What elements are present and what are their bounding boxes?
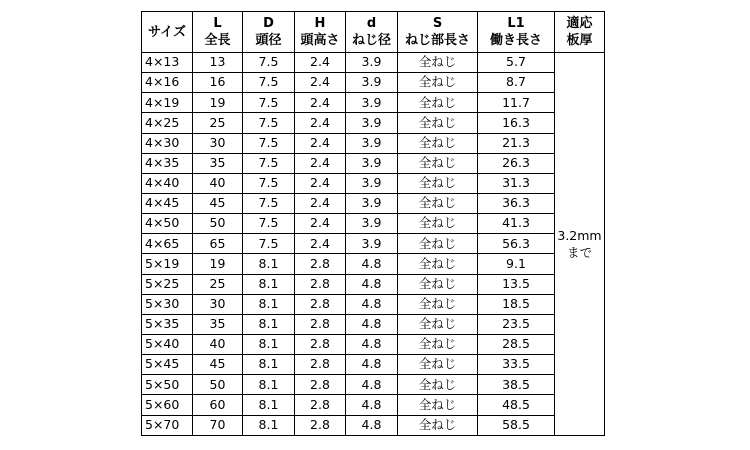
thread-length-cell: 全ねじ bbox=[398, 334, 478, 354]
working-length-cell: 28.5 bbox=[478, 334, 555, 354]
head-diameter-cell: 7.5 bbox=[243, 214, 295, 234]
head-height-cell: 2.8 bbox=[295, 355, 346, 375]
length-cell: 25 bbox=[193, 113, 243, 133]
size-cell: 4×13 bbox=[142, 53, 193, 73]
thread-diameter-cell: 3.9 bbox=[346, 173, 398, 193]
header-head-height: H 頭高さ bbox=[295, 12, 346, 53]
header-thread-length: S ねじ部長さ bbox=[398, 12, 478, 53]
thread-diameter-cell: 3.9 bbox=[346, 153, 398, 173]
table-body bbox=[142, 53, 605, 436]
working-length-cell: 9.1 bbox=[478, 254, 555, 274]
length-cell: 40 bbox=[193, 334, 243, 354]
size-cell: 5×45 bbox=[142, 355, 193, 375]
head-diameter-cell: 7.5 bbox=[243, 113, 295, 133]
length-cell: 65 bbox=[193, 234, 243, 254]
working-length-cell: 31.3 bbox=[478, 173, 555, 193]
table-row bbox=[142, 274, 605, 294]
head-diameter-cell: 8.1 bbox=[243, 395, 295, 415]
plate-thickness-cell bbox=[555, 53, 605, 436]
table-row bbox=[142, 113, 605, 133]
thread-diameter-cell: 4.8 bbox=[346, 355, 398, 375]
thread-diameter-cell: 4.8 bbox=[346, 334, 398, 354]
size-cell: 4×35 bbox=[142, 153, 193, 173]
head-diameter-cell: 7.5 bbox=[243, 234, 295, 254]
size-cell: 5×60 bbox=[142, 395, 193, 415]
size-cell: 4×25 bbox=[142, 113, 193, 133]
plate-thickness-suffix: まで bbox=[566, 244, 592, 260]
head-height-cell: 2.8 bbox=[295, 375, 346, 395]
size-cell: 4×30 bbox=[142, 133, 193, 153]
length-cell: 19 bbox=[193, 254, 243, 274]
table-row bbox=[142, 173, 605, 193]
working-length-cell: 38.5 bbox=[478, 375, 555, 395]
thread-length-cell: 全ねじ bbox=[398, 173, 478, 193]
table-row bbox=[142, 133, 605, 153]
thread-diameter-cell: 3.9 bbox=[346, 193, 398, 213]
length-cell: 30 bbox=[193, 294, 243, 314]
head-height-cell: 2.8 bbox=[295, 314, 346, 334]
header-size: サイズ bbox=[142, 12, 193, 53]
size-cell: 5×35 bbox=[142, 314, 193, 334]
head-diameter-cell: 8.1 bbox=[243, 274, 295, 294]
head-height-cell: 2.8 bbox=[295, 415, 346, 435]
head-height-cell: 2.8 bbox=[295, 274, 346, 294]
size-cell: 5×30 bbox=[142, 294, 193, 314]
table-row bbox=[142, 415, 605, 435]
table-row bbox=[142, 193, 605, 213]
head-diameter-cell: 7.5 bbox=[243, 193, 295, 213]
thread-diameter-cell: 4.8 bbox=[346, 314, 398, 334]
size-cell: 5×19 bbox=[142, 254, 193, 274]
size-cell: 5×70 bbox=[142, 415, 193, 435]
header-working-length: L1 働き長さ bbox=[478, 12, 555, 53]
table-row bbox=[142, 254, 605, 274]
table-row bbox=[142, 73, 605, 93]
working-length-cell: 5.7 bbox=[478, 53, 555, 73]
table-row bbox=[142, 294, 605, 314]
table-row bbox=[142, 214, 605, 234]
table-row bbox=[142, 314, 605, 334]
thread-diameter-cell: 3.9 bbox=[346, 133, 398, 153]
thread-length-cell: 全ねじ bbox=[398, 355, 478, 375]
length-cell: 30 bbox=[193, 133, 243, 153]
working-length-cell: 23.5 bbox=[478, 314, 555, 334]
plate-thickness-value: 3.2mm bbox=[557, 227, 602, 243]
length-cell: 60 bbox=[193, 395, 243, 415]
table-row bbox=[142, 53, 605, 73]
thread-diameter-cell: 4.8 bbox=[346, 375, 398, 395]
thread-length-cell: 全ねじ bbox=[398, 153, 478, 173]
head-diameter-cell: 7.5 bbox=[243, 133, 295, 153]
length-cell: 35 bbox=[193, 153, 243, 173]
head-diameter-cell: 7.5 bbox=[243, 173, 295, 193]
size-cell: 4×19 bbox=[142, 93, 193, 113]
size-cell: 4×40 bbox=[142, 173, 193, 193]
size-cell: 4×16 bbox=[142, 73, 193, 93]
working-length-cell: 58.5 bbox=[478, 415, 555, 435]
head-height-cell: 2.4 bbox=[295, 133, 346, 153]
thread-length-cell: 全ねじ bbox=[398, 214, 478, 234]
head-height-cell: 2.4 bbox=[295, 193, 346, 213]
header-thread-diameter: d ねじ径 bbox=[346, 12, 398, 53]
length-cell: 45 bbox=[193, 355, 243, 375]
thread-diameter-cell: 4.8 bbox=[346, 395, 398, 415]
working-length-cell: 8.7 bbox=[478, 73, 555, 93]
head-diameter-cell: 8.1 bbox=[243, 355, 295, 375]
head-height-cell: 2.4 bbox=[295, 53, 346, 73]
thread-length-cell: 全ねじ bbox=[398, 133, 478, 153]
header-length: L 全長 bbox=[193, 12, 243, 53]
table-header bbox=[142, 12, 605, 53]
thread-diameter-cell: 3.9 bbox=[346, 93, 398, 113]
thread-length-cell: 全ねじ bbox=[398, 415, 478, 435]
length-cell: 40 bbox=[193, 173, 243, 193]
thread-length-cell: 全ねじ bbox=[398, 53, 478, 73]
thread-length-cell: 全ねじ bbox=[398, 193, 478, 213]
thread-length-cell: 全ねじ bbox=[398, 93, 478, 113]
table-row bbox=[142, 375, 605, 395]
thread-diameter-cell: 4.8 bbox=[346, 274, 398, 294]
head-diameter-cell: 7.5 bbox=[243, 93, 295, 113]
head-height-cell: 2.4 bbox=[295, 214, 346, 234]
length-cell: 50 bbox=[193, 214, 243, 234]
length-cell: 50 bbox=[193, 375, 243, 395]
thread-length-cell: 全ねじ bbox=[398, 274, 478, 294]
length-cell: 35 bbox=[193, 314, 243, 334]
thread-diameter-cell: 4.8 bbox=[346, 294, 398, 314]
head-diameter-cell: 7.5 bbox=[243, 73, 295, 93]
head-height-cell: 2.4 bbox=[295, 173, 346, 193]
head-diameter-cell: 8.1 bbox=[243, 254, 295, 274]
thread-length-cell: 全ねじ bbox=[398, 113, 478, 133]
working-length-cell: 36.3 bbox=[478, 193, 555, 213]
length-cell: 19 bbox=[193, 93, 243, 113]
head-diameter-cell: 8.1 bbox=[243, 314, 295, 334]
header-row bbox=[142, 12, 605, 53]
thread-length-cell: 全ねじ bbox=[398, 234, 478, 254]
thread-length-cell: 全ねじ bbox=[398, 254, 478, 274]
table-row bbox=[142, 234, 605, 254]
thread-diameter-cell: 3.9 bbox=[346, 53, 398, 73]
size-cell: 5×25 bbox=[142, 274, 193, 294]
working-length-cell: 33.5 bbox=[478, 355, 555, 375]
length-cell: 13 bbox=[193, 53, 243, 73]
head-diameter-cell: 8.1 bbox=[243, 334, 295, 354]
thread-diameter-cell: 3.9 bbox=[346, 73, 398, 93]
table-row bbox=[142, 334, 605, 354]
thread-length-cell: 全ねじ bbox=[398, 375, 478, 395]
head-height-cell: 2.4 bbox=[295, 234, 346, 254]
thread-diameter-cell: 3.9 bbox=[346, 113, 398, 133]
size-cell: 5×50 bbox=[142, 375, 193, 395]
table-row bbox=[142, 153, 605, 173]
head-height-cell: 2.8 bbox=[295, 334, 346, 354]
thread-diameter-cell: 4.8 bbox=[346, 415, 398, 435]
thread-diameter-cell: 3.9 bbox=[346, 214, 398, 234]
size-cell: 4×45 bbox=[142, 193, 193, 213]
head-diameter-cell: 8.1 bbox=[243, 294, 295, 314]
length-cell: 25 bbox=[193, 274, 243, 294]
thread-diameter-cell: 3.9 bbox=[346, 234, 398, 254]
screw-spec-table bbox=[141, 11, 605, 436]
working-length-cell: 18.5 bbox=[478, 294, 555, 314]
head-height-cell: 2.4 bbox=[295, 93, 346, 113]
working-length-cell: 21.3 bbox=[478, 133, 555, 153]
working-length-cell: 26.3 bbox=[478, 153, 555, 173]
thread-length-cell: 全ねじ bbox=[398, 73, 478, 93]
head-height-cell: 2.4 bbox=[295, 73, 346, 93]
thread-length-cell: 全ねじ bbox=[398, 314, 478, 334]
head-diameter-cell: 7.5 bbox=[243, 53, 295, 73]
head-height-cell: 2.8 bbox=[295, 395, 346, 415]
header-plate-thickness: 適応 板厚 bbox=[555, 12, 605, 53]
head-diameter-cell: 7.5 bbox=[243, 153, 295, 173]
size-cell: 4×65 bbox=[142, 234, 193, 254]
working-length-cell: 56.3 bbox=[478, 234, 555, 254]
working-length-cell: 16.3 bbox=[478, 113, 555, 133]
length-cell: 45 bbox=[193, 193, 243, 213]
head-diameter-cell: 8.1 bbox=[243, 375, 295, 395]
size-cell: 4×50 bbox=[142, 214, 193, 234]
head-height-cell: 2.8 bbox=[295, 294, 346, 314]
thread-diameter-cell: 4.8 bbox=[346, 254, 398, 274]
head-height-cell: 2.4 bbox=[295, 113, 346, 133]
working-length-cell: 11.7 bbox=[478, 93, 555, 113]
head-diameter-cell: 8.1 bbox=[243, 415, 295, 435]
table-row bbox=[142, 93, 605, 113]
length-cell: 70 bbox=[193, 415, 243, 435]
table-row bbox=[142, 355, 605, 375]
header-head-diameter: D 頭径 bbox=[243, 12, 295, 53]
head-height-cell: 2.4 bbox=[295, 153, 346, 173]
thread-length-cell: 全ねじ bbox=[398, 294, 478, 314]
working-length-cell: 13.5 bbox=[478, 274, 555, 294]
size-cell: 5×40 bbox=[142, 334, 193, 354]
working-length-cell: 48.5 bbox=[478, 395, 555, 415]
working-length-cell: 41.3 bbox=[478, 214, 555, 234]
length-cell: 16 bbox=[193, 73, 243, 93]
table-row bbox=[142, 395, 605, 415]
thread-length-cell: 全ねじ bbox=[398, 395, 478, 415]
head-height-cell: 2.8 bbox=[295, 254, 346, 274]
